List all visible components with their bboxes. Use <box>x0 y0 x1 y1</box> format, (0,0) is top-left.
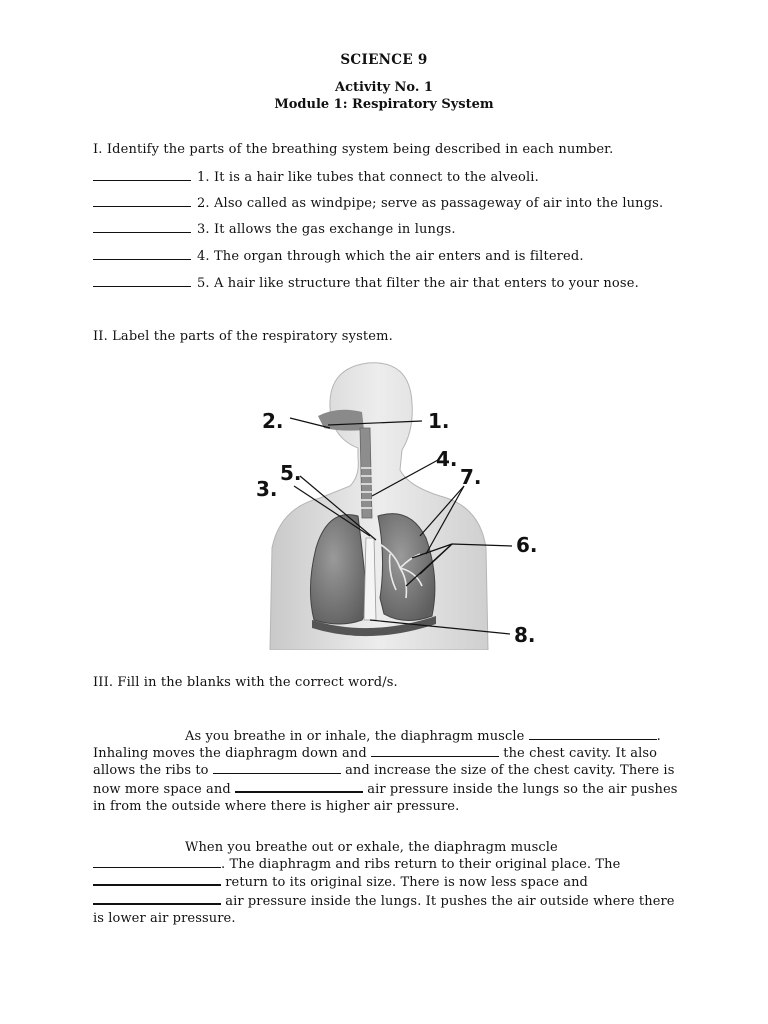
label-8: 8. <box>514 623 536 647</box>
nasal-cavity <box>318 410 364 431</box>
answer-blank[interactable] <box>93 169 191 181</box>
label-6: 6. <box>516 533 538 557</box>
fill-blank[interactable] <box>93 856 221 868</box>
label-3: 3. <box>256 477 278 501</box>
respiratory-system-diagram <box>250 358 550 650</box>
fill-blank[interactable] <box>93 892 221 905</box>
label-5: 5. <box>280 461 302 485</box>
fill-blank[interactable] <box>213 762 341 774</box>
question-item: 2. Also called as windpipe; serve as passageway of air into the lungs. <box>93 195 663 211</box>
inhale-paragraph: As you breathe in or inhale, the diaphragm muscle . Inhaling moves the diaphragm down and the chest cavity. It also allows the ribs to and increase the size of the chest cavity. There is now more space and air pressure inside the lungs so the air pushes in from the outside where there is higher air pressure. <box>93 729 678 814</box>
fill-blank[interactable] <box>529 728 657 740</box>
question-item: 5. A hair like structure that filter the air that enters to your nose. <box>93 275 639 291</box>
answer-blank[interactable] <box>93 195 191 207</box>
question-item: 3. It allows the gas exchange in lungs. <box>93 221 456 237</box>
question-item: 4. The organ through which the air enters and is filtered. <box>93 248 584 264</box>
trachea <box>360 428 372 518</box>
exhale-paragraph: When you breathe out or exhale, the diaphragm muscle . The diaphragm and ribs return to their original place. The return to its original size. There is now less space and air pressure inside the lungs. It pushes the air outside where there is lower air pressure. <box>93 840 675 926</box>
activity-title: Activity No. 1 <box>335 80 433 95</box>
subject-title: SCIENCE 9 <box>340 52 428 68</box>
label-7: 7. <box>460 465 482 489</box>
label-2: 2. <box>262 409 284 433</box>
part-2-instruction: II. Label the parts of the respiratory system. <box>93 329 393 344</box>
part-3-instruction: III. Fill in the blanks with the correct word/s. <box>93 675 398 690</box>
answer-blank[interactable] <box>93 221 191 233</box>
torso-figure <box>270 363 488 650</box>
fill-blank[interactable] <box>235 780 363 793</box>
fill-blank[interactable] <box>93 873 221 886</box>
label-1: 1. <box>428 409 450 433</box>
label-4: 4. <box>436 447 458 471</box>
part-1-instruction: I. Identify the parts of the breathing system being described in each number. <box>93 142 614 157</box>
question-item: 1. It is a hair like tubes that connect to the alveoli. <box>93 169 539 185</box>
answer-blank[interactable] <box>93 275 191 287</box>
sternum <box>364 538 376 620</box>
fill-blank[interactable] <box>371 745 499 757</box>
answer-blank[interactable] <box>93 248 191 260</box>
module-title: Module 1: Respiratory System <box>274 97 494 112</box>
